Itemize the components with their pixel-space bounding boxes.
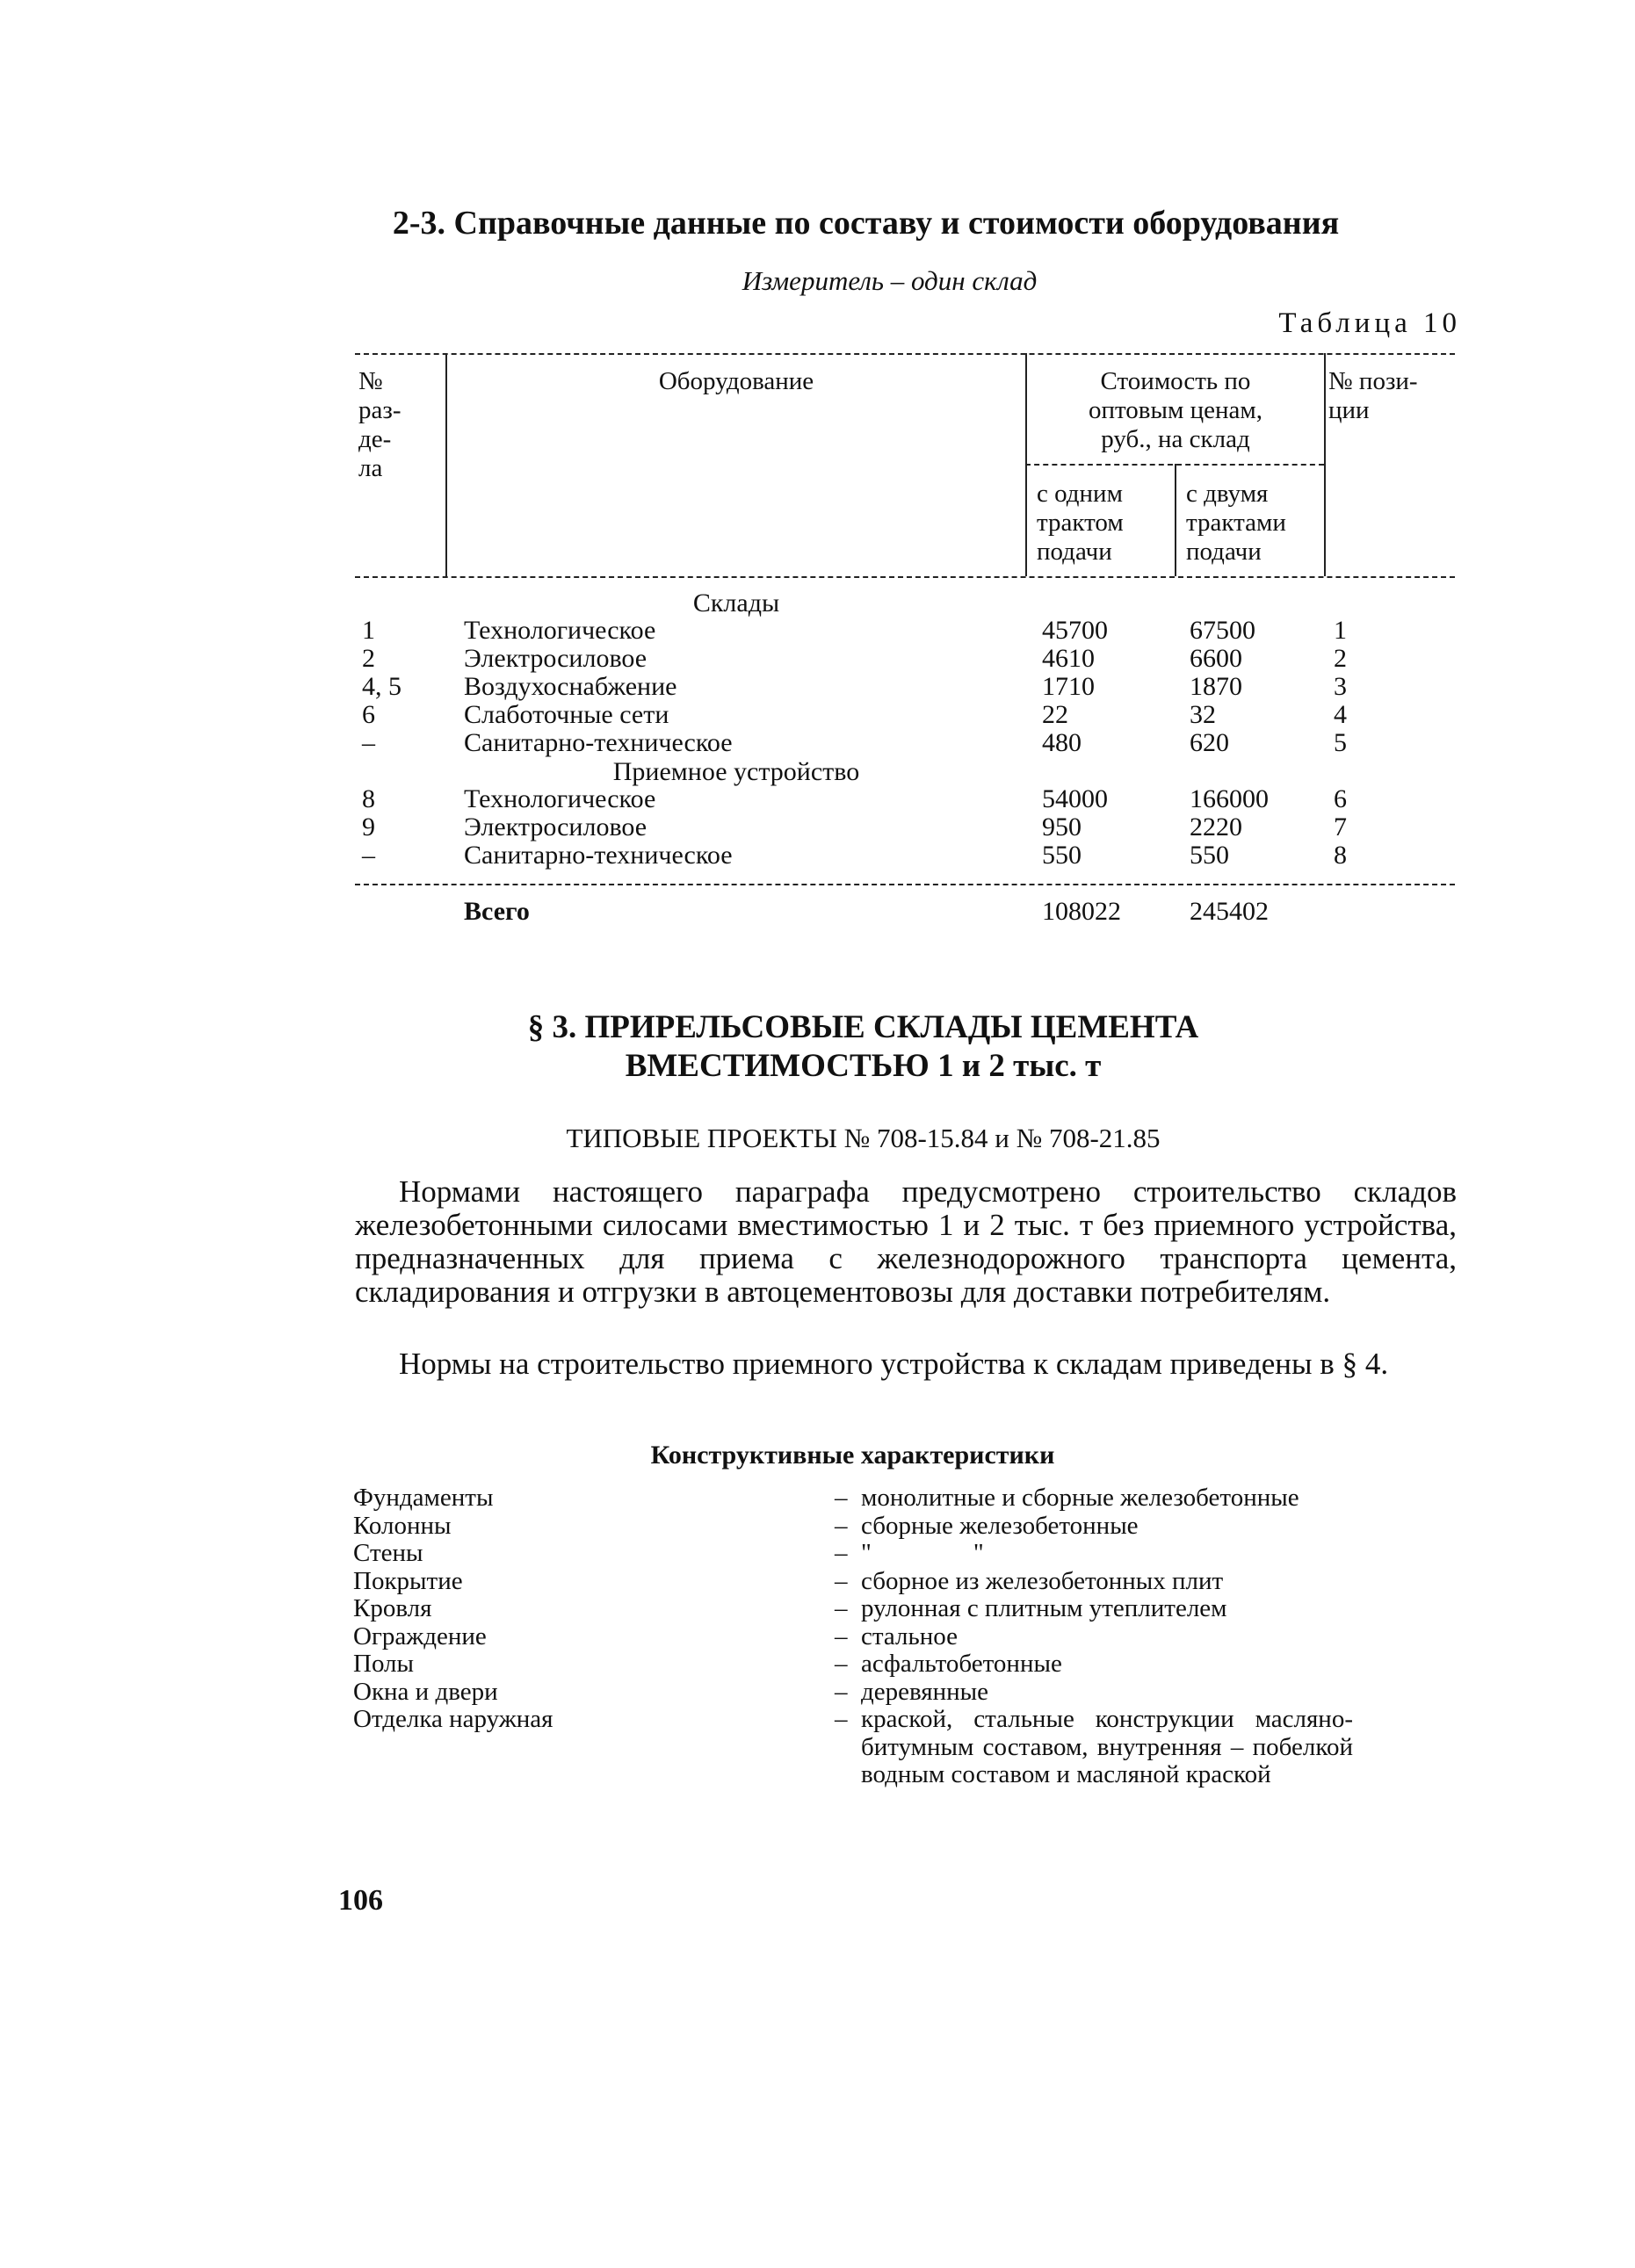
header-position-no: № пози- ции (1328, 367, 1418, 424)
paragraph-2: Нормы на строительство приемного устройства к складам приведены в § 4. (399, 1347, 1389, 1381)
col-divider-3 (1175, 464, 1176, 576)
list-item: Отделка наружная – краской, стальные конструкции масляно-битумным составом, внутренняя – побелкой водным составом и масляной краской (353, 1705, 1353, 1788)
header-section-no: № раз- де- ла (358, 367, 402, 482)
header-one-tract: с одним трактом подачи (1037, 480, 1124, 566)
table-group-receiving: Приемное устройство (612, 757, 860, 786)
table-label: Таблица 10 (1278, 307, 1461, 339)
table-top-rule (355, 353, 1455, 355)
header-cost: Стоимость по оптовым ценам, руб., на склад (1089, 367, 1262, 453)
page-number: 106 (338, 1884, 383, 1917)
characteristics-list (353, 1484, 1364, 1789)
table-group-warehouses: Склады (692, 589, 780, 618)
list-item: Окна и двери – деревянные (353, 1677, 989, 1706)
characteristics-title: Конструктивные характеристики (650, 1441, 1055, 1470)
projects-line: ТИПОВЫЕ ПРОЕКТЫ № 708-15.84 и № 708-21.85 (566, 1123, 1161, 1153)
section3-title: § 3. ПРИРЕЛЬСОВЫЕ СКЛАДЫ ЦЕМЕНТА ВМЕСТИМОСТЬЮ 1 и 2 тыс. т (527, 1009, 1199, 1084)
col-divider-4 (1324, 353, 1326, 576)
list-item: Полы – асфальтобетонные (353, 1650, 1062, 1678)
header-bottom-rule (355, 576, 1455, 578)
header-equipment: Оборудование (658, 367, 814, 395)
section-title: 2-3. Справочные данные по составу и стоимости оборудования (392, 205, 1340, 242)
paragraph-1: Нормами настоящего параграфа предусмотрено строительство складов железобетонными силосами вместимостью 1 и 2 тыс. т без приемного устройства, предназначенных для приема с железнодорожного транспорта цемента, складирования и отгрузки в автоцементовозы для доставки потребителям. (355, 1174, 1457, 1309)
body-bottom-rule (355, 884, 1455, 885)
list-item: Стены – " " (353, 1539, 984, 1567)
list-item: Покрытие – сборное из железобетонных плит (353, 1566, 1224, 1595)
list-item: Кровля – рулонная с плитным утеплителем (353, 1594, 1227, 1622)
measure-caption: Измеритель – один склад (742, 265, 1038, 296)
header-two-tracts: с двумя трактами подачи (1186, 480, 1286, 566)
list-item: Ограждение – стальное (353, 1622, 958, 1650)
list-item: Фундаменты – монолитные и сборные железобетонные (353, 1484, 1299, 1512)
list-item: Колонны – сборные железобетонные (353, 1511, 1139, 1540)
